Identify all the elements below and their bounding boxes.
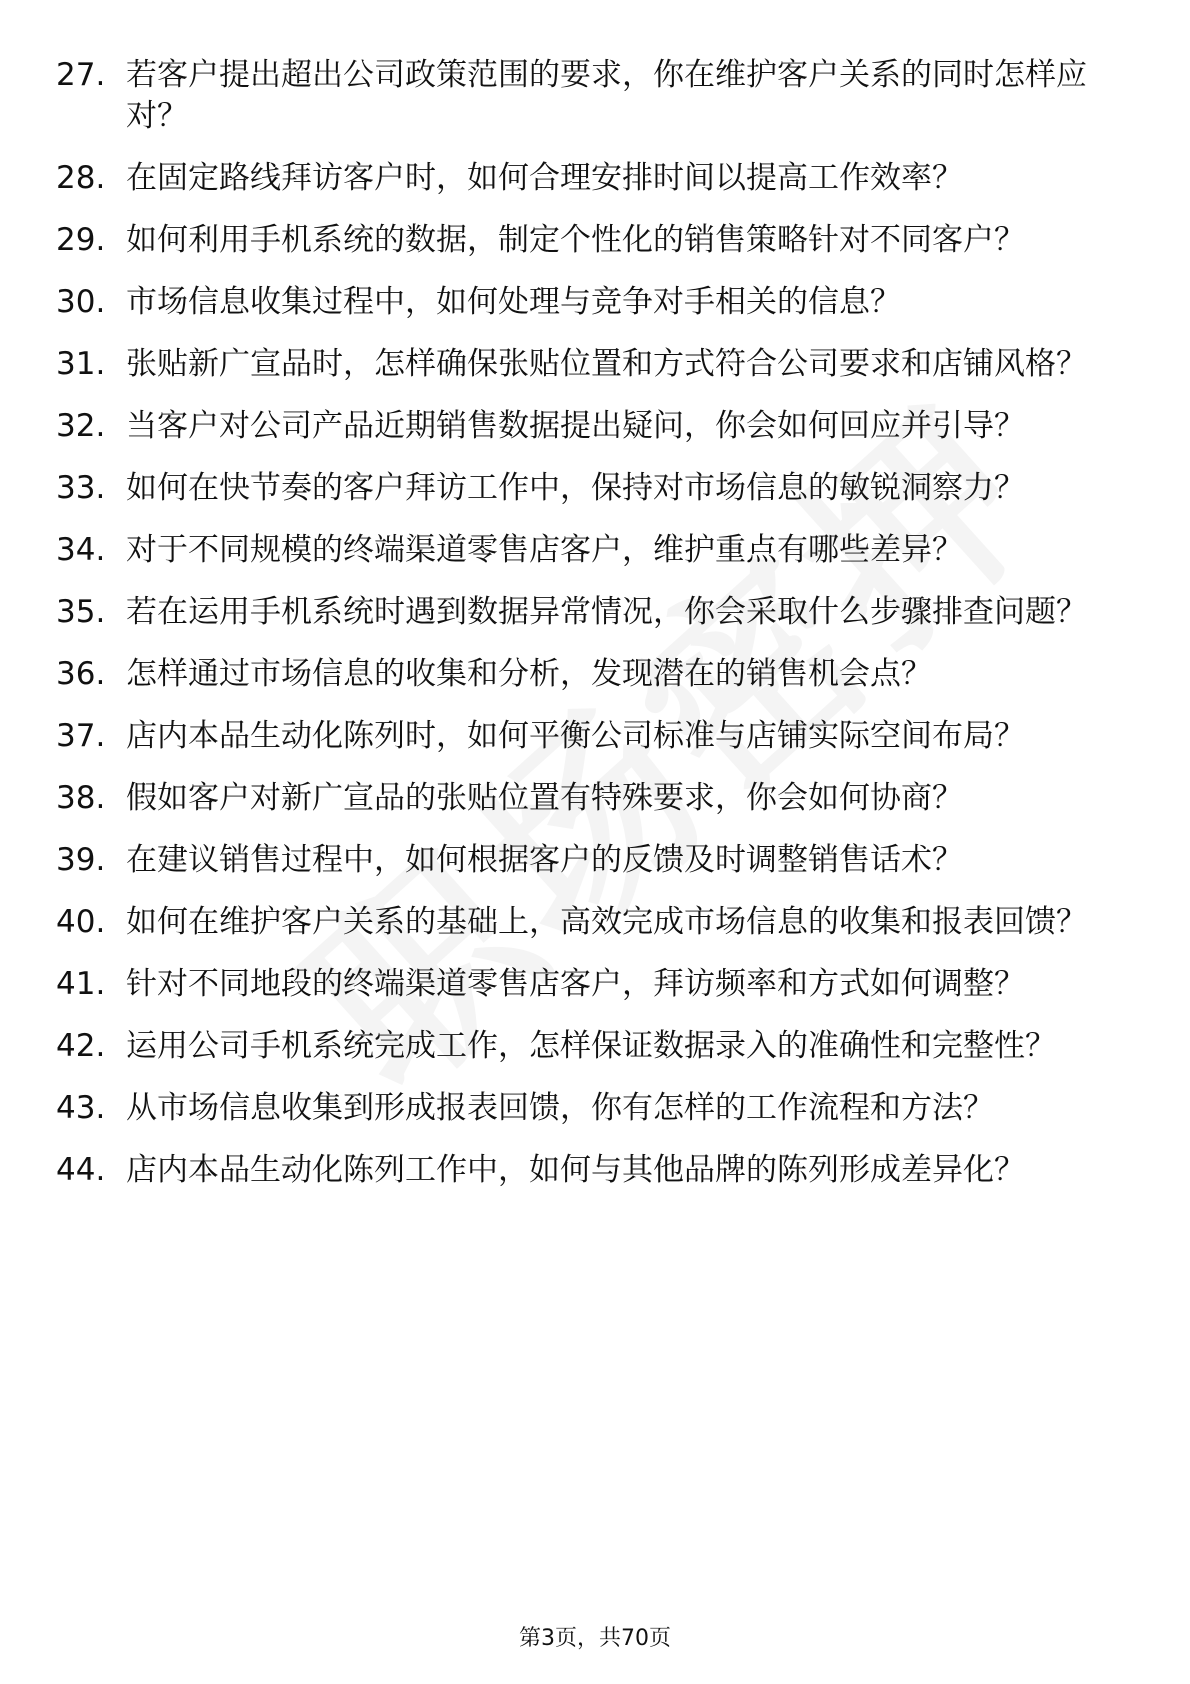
question-number: 41. bbox=[56, 966, 106, 1002]
list-item bbox=[56, 592, 1136, 633]
question-number: 32. bbox=[56, 408, 106, 444]
question-number: 30. bbox=[56, 284, 106, 320]
question-text: 张贴新广宣品时，怎样确保张贴位置和方式符合公司要求和店铺风格？ bbox=[126, 346, 1087, 382]
list-item bbox=[56, 220, 1136, 261]
question-number: 44. bbox=[56, 1152, 106, 1188]
list-item bbox=[56, 654, 1136, 695]
question-number: 29. bbox=[56, 222, 106, 258]
question-number: 28. bbox=[56, 160, 106, 196]
question-list bbox=[56, 55, 1136, 1212]
list-item bbox=[56, 468, 1136, 509]
question-text: 如何在维护客户关系的基础上，高效完成市场信息的收集和报表回馈？ bbox=[126, 904, 1087, 940]
question-text: 店内本品生动化陈列时，如何平衡公司标准与店铺实际空间布局？ bbox=[126, 718, 1025, 754]
question-text: 从市场信息收集到形成报表回馈，你有怎样的工作流程和方法？ bbox=[126, 1090, 994, 1126]
question-number: 33. bbox=[56, 470, 106, 506]
page-footer bbox=[0, 1624, 1190, 1654]
question-number: 31. bbox=[56, 346, 106, 382]
question-text: 在建议销售过程中，如何根据客户的反馈及时调整销售话术？ bbox=[126, 842, 963, 878]
question-text: 市场信息收集过程中，如何处理与竞争对手相关的信息？ bbox=[126, 284, 901, 320]
question-number: 36. bbox=[56, 656, 106, 692]
question-number: 39. bbox=[56, 842, 106, 878]
list-item bbox=[56, 964, 1136, 1005]
question-number: 27. bbox=[56, 57, 106, 93]
list-item bbox=[56, 778, 1136, 819]
question-text: 如何利用手机系统的数据，制定个性化的销售策略针对不同客户？ bbox=[126, 222, 1025, 258]
question-text: 对于不同规模的终端渠道零售店客户，维护重点有哪些差异？ bbox=[126, 532, 963, 568]
page-number: 第3页，共70页 bbox=[519, 1626, 671, 1651]
list-item bbox=[56, 55, 1136, 137]
list-item bbox=[56, 716, 1136, 757]
question-number: 38. bbox=[56, 780, 106, 816]
list-item bbox=[56, 282, 1136, 323]
question-text: 店内本品生动化陈列工作中，如何与其他品牌的陈列形成差异化？ bbox=[126, 1152, 1025, 1188]
question-text: 针对不同地段的终端渠道零售店客户，拜访频率和方式如何调整？ bbox=[126, 966, 1025, 1002]
question-number: 40. bbox=[56, 904, 106, 940]
question-number: 43. bbox=[56, 1090, 106, 1126]
question-text: 若客户提出超出公司政策范围的要求，你在维护客户关系的同时怎样应对？ bbox=[126, 57, 1087, 134]
question-text: 在固定路线拜访客户时，如何合理安排时间以提高工作效率？ bbox=[126, 160, 963, 196]
question-number: 35. bbox=[56, 594, 106, 630]
list-item bbox=[56, 158, 1136, 199]
question-text: 当客户对公司产品近期销售数据提出疑问，你会如何回应并引导？ bbox=[126, 408, 1025, 444]
question-number: 37. bbox=[56, 718, 106, 754]
list-item bbox=[56, 530, 1136, 571]
list-item bbox=[56, 840, 1136, 881]
list-item bbox=[56, 902, 1136, 943]
question-text: 假如客户对新广宣品的张贴位置有特殊要求，你会如何协商？ bbox=[126, 780, 963, 816]
question-text: 运用公司手机系统完成工作，怎样保证数据录入的准确性和完整性？ bbox=[126, 1028, 1056, 1064]
question-text: 若在运用手机系统时遇到数据异常情况，你会采取什么步骤排查问题？ bbox=[126, 594, 1087, 630]
question-text: 怎样通过市场信息的收集和分析，发现潜在的销售机会点？ bbox=[126, 656, 932, 692]
list-item bbox=[56, 344, 1136, 385]
list-item bbox=[56, 1088, 1136, 1129]
list-item bbox=[56, 1026, 1136, 1067]
question-number: 42. bbox=[56, 1028, 106, 1064]
question-number: 34. bbox=[56, 532, 106, 568]
question-text: 如何在快节奏的客户拜访工作中，保持对市场信息的敏锐洞察力？ bbox=[126, 470, 1025, 506]
list-item bbox=[56, 1150, 1136, 1191]
list-item bbox=[56, 406, 1136, 447]
